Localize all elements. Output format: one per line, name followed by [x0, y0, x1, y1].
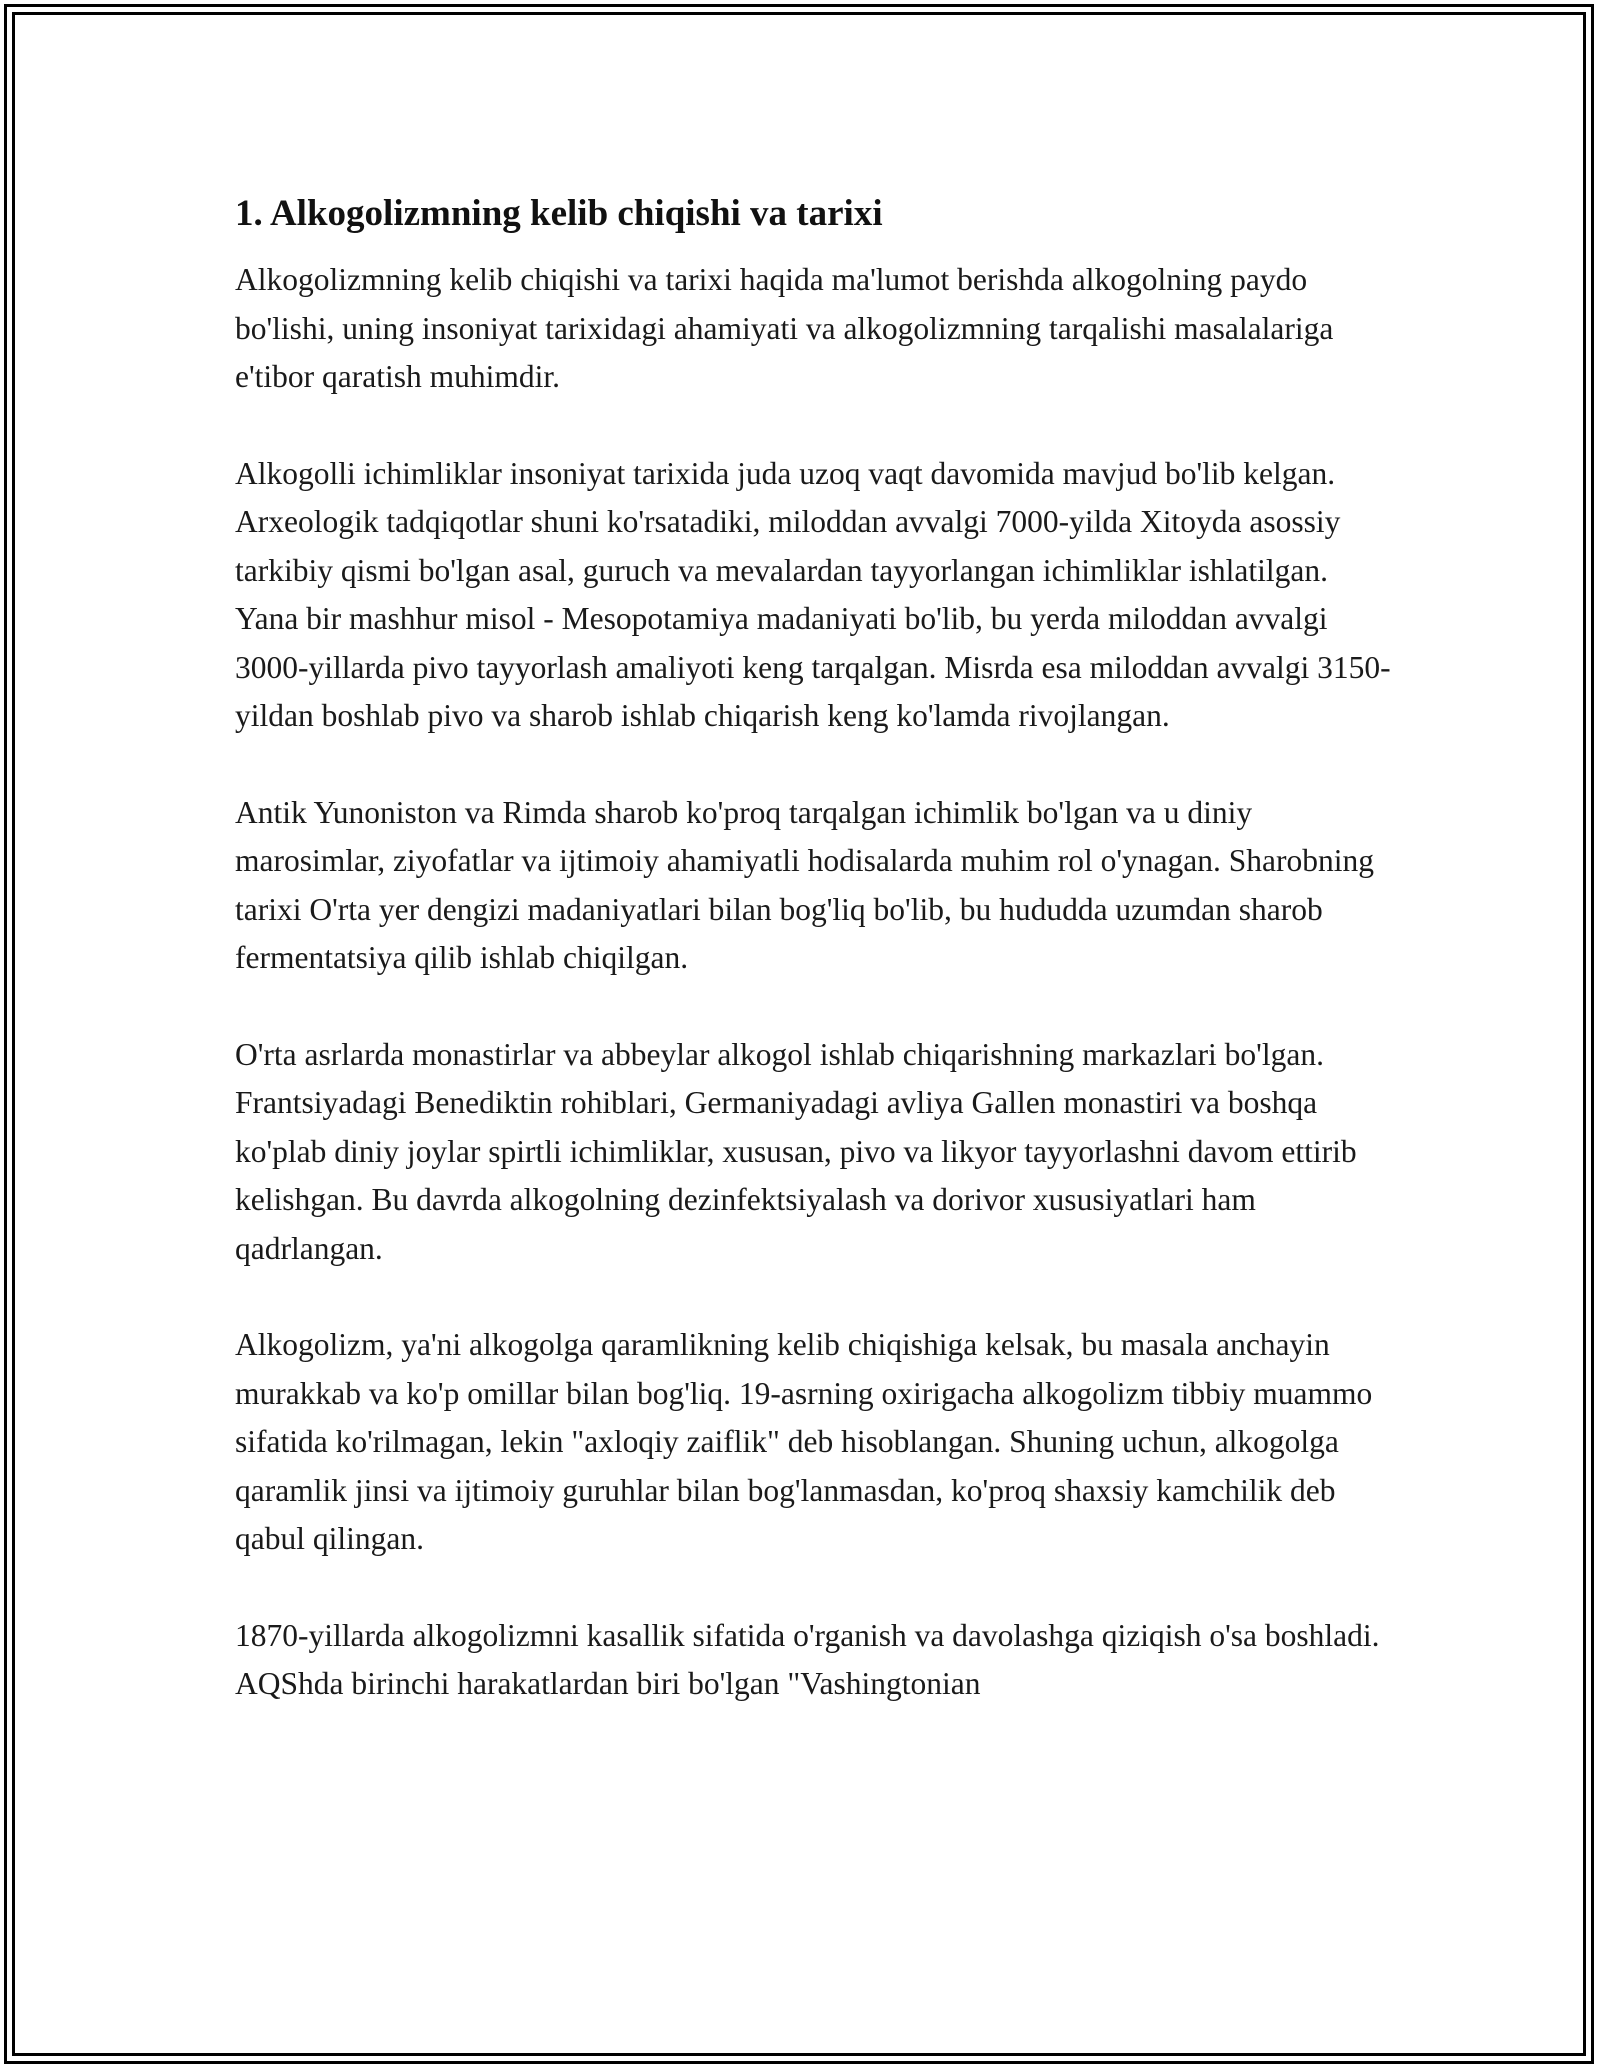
document-body — [235, 190, 1395, 1757]
paragraph-3: Antik Yunoniston va Rimda sharob ko'proq tarqalgan ichimlik bo'lgan va u diniy marosimlar, ziyofatlar va ijtimoiy ahamiyatli hodisalarda muhim rol o'ynagan. Sharobning tarixi O'rta yer dengizi madaniyatlari bilan bog'liq bo'lib, bu hududda uzumdan sharob fermentatsiya qilib ishlab chiqilgan. — [235, 794, 1375, 975]
paragraph-6: 1870-yillarda alkogolizmni kasallik sifatida o'rganish va davolashga qiziqish o'sa boshladi. AQShda birinchi harakatlardan biri bo'lgan "Vashingtonian — [235, 1617, 1380, 1701]
paragraph-1: Alkogolizmning kelib chiqishi va tarixi haqida ma'lumot berishda alkogolning paydo bo'lishi, uning insoniyat tarixidagi ahamiyati va alkogolizmning tarqalishi masalalariga e'tibor qaratish muhimdir. — [235, 262, 1334, 394]
section-heading: 1. Alkogolizmning kelib chiqishi va tarixi — [235, 193, 883, 234]
paragraph-2: Alkogolli ichimliklar insoniyat tarixida juda uzoq vaqt davomida mavjud bo'lib kelgan. Arxeologik tadqiqotlar shuni ko'rsatadiki, miloddan avvalgi 7000-yilda Xitoyda asossiy tarkibiy qismi bo'lgan asal, guruch va mevalardan tayyorlangan ichimliklar ishlatilgan. Yana bir mashhur misol - Mesopotamiya madaniyati bo'lib, bu yerda miloddan avvalgi 3000-yillarda pivo tayyorlash amaliyoti keng tarqalgan. Misrda esa miloddan avvalgi 3150-yildan boshlab pivo va sharob ishlab chiqarish keng ko'lamda rivojlangan. — [235, 455, 1391, 733]
paragraph-4: O'rta asrlarda monastirlar va abbeylar alkogol ishlab chiqarishning markazlari bo'lgan. Frantsiyadagi Benediktin rohiblari, Germaniyadagi avliya Gallen monastiri va boshqa ko'plab diniy joylar spirtli ichimliklar, xususan, pivo va likyor tayyorlashni davom ettirib kelishgan. Bu davrda alkogolning dezinfektsiyalash va dorivor xususiyatlari ham qadrlangan. — [235, 1036, 1357, 1266]
paragraph-5: Alkogolizm, ya'ni alkogolga qaramlikning kelib chiqishiga kelsak, bu masala anchayin murakkab va ko'p omillar bilan bog'liq. 19-asrning oxirigacha alkogolizm tibbiy muammo sifatida ko'rilmagan, lekin "axloqiy zaiflik" deb hisoblangan. Shuning uchun, alkogolga qaramlik jinsi va ijtimoiy guruhlar bilan bog'lanmasdan, ko'proq shaxsiy kamchilik deb qabul qilingan. — [235, 1327, 1373, 1556]
